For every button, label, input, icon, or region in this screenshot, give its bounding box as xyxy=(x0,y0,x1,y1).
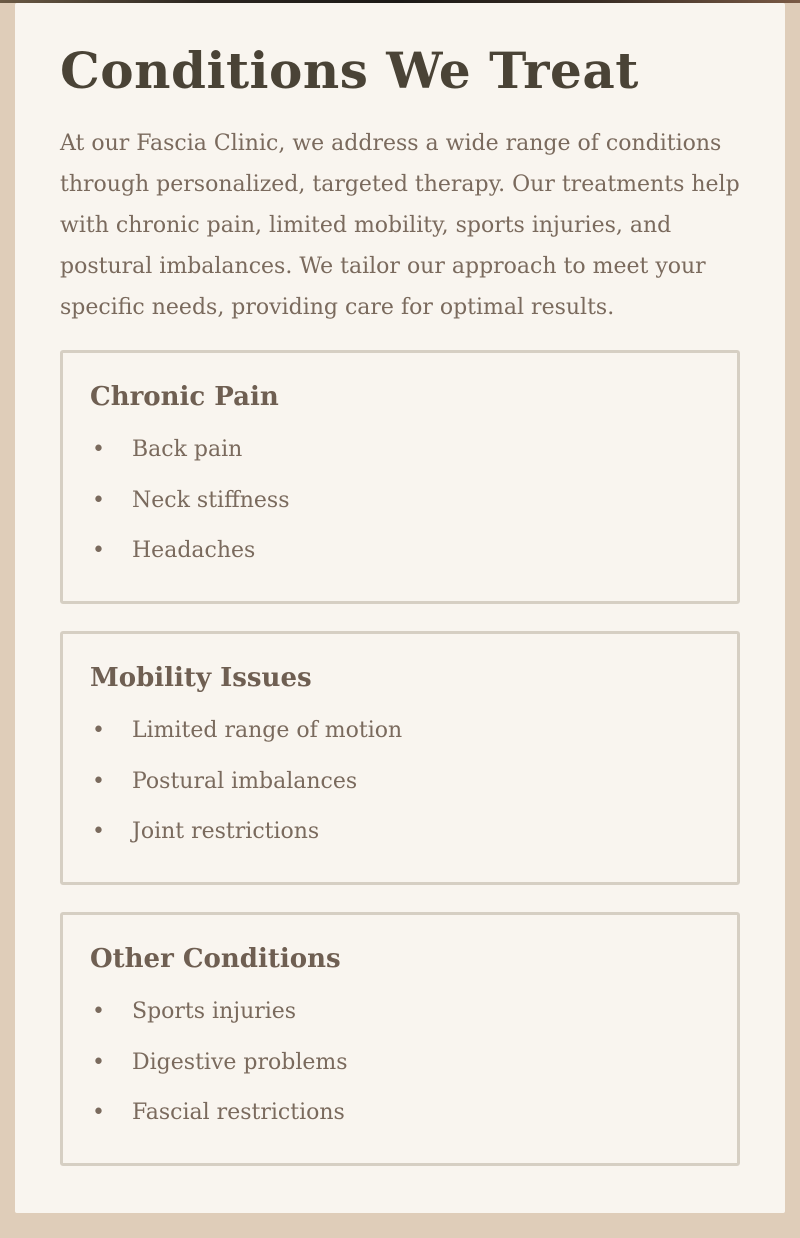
bullet-icon: • xyxy=(92,487,105,513)
list-item xyxy=(90,1038,710,1089)
condition-items xyxy=(90,706,710,858)
list-item-label: Postural imbalances xyxy=(132,768,358,794)
list-item xyxy=(90,1088,710,1139)
list-item-label: Neck stiffness xyxy=(132,487,290,513)
list-item-label: Back pain xyxy=(132,437,243,462)
condition-card-mobility-issues xyxy=(60,631,740,885)
condition-card-title: Other Conditions xyxy=(90,944,341,974)
intro-paragraph: At our Fascia Clinic, we address a wide range of conditions through personalized, targeted therapy. Our treatments help with chronic pain, limited mobility, sports injuries, and postural imbalances. We tailor our approach to meet your specific needs, providing care for optimal results. xyxy=(60,131,740,320)
bullet-icon: • xyxy=(92,1100,105,1125)
list-item-label: Joint restrictions xyxy=(132,819,320,844)
bullet-icon: • xyxy=(92,1049,105,1075)
bullet-icon: • xyxy=(92,819,105,844)
condition-card-title: Mobility Issues xyxy=(90,663,312,693)
bullet-icon: • xyxy=(92,768,105,794)
condition-items xyxy=(90,987,710,1139)
list-item xyxy=(90,476,710,527)
condition-card-chronic-pain xyxy=(60,350,740,604)
conditions-section xyxy=(15,3,785,1213)
list-item-label: Fascial restrictions xyxy=(132,1100,345,1125)
conditions-list xyxy=(60,350,740,1166)
condition-card-title: Chronic Pain xyxy=(90,382,279,412)
list-item xyxy=(90,425,710,476)
list-item xyxy=(90,757,710,808)
condition-card-other-conditions xyxy=(60,912,740,1166)
condition-items xyxy=(90,425,710,577)
list-item-label: Limited range of motion xyxy=(132,718,403,743)
bullet-icon: • xyxy=(92,718,105,743)
list-item xyxy=(90,706,710,757)
bullet-icon: • xyxy=(92,538,105,563)
list-item xyxy=(90,807,710,858)
bullet-icon: • xyxy=(92,999,105,1024)
list-item xyxy=(90,987,710,1038)
list-item-label: Digestive problems xyxy=(132,1049,348,1075)
list-item-label: Headaches xyxy=(132,538,256,563)
list-item-label: Sports injuries xyxy=(132,999,297,1024)
list-item xyxy=(90,526,710,577)
page-title: Conditions We Treat xyxy=(60,41,639,100)
bullet-icon: • xyxy=(92,437,105,462)
